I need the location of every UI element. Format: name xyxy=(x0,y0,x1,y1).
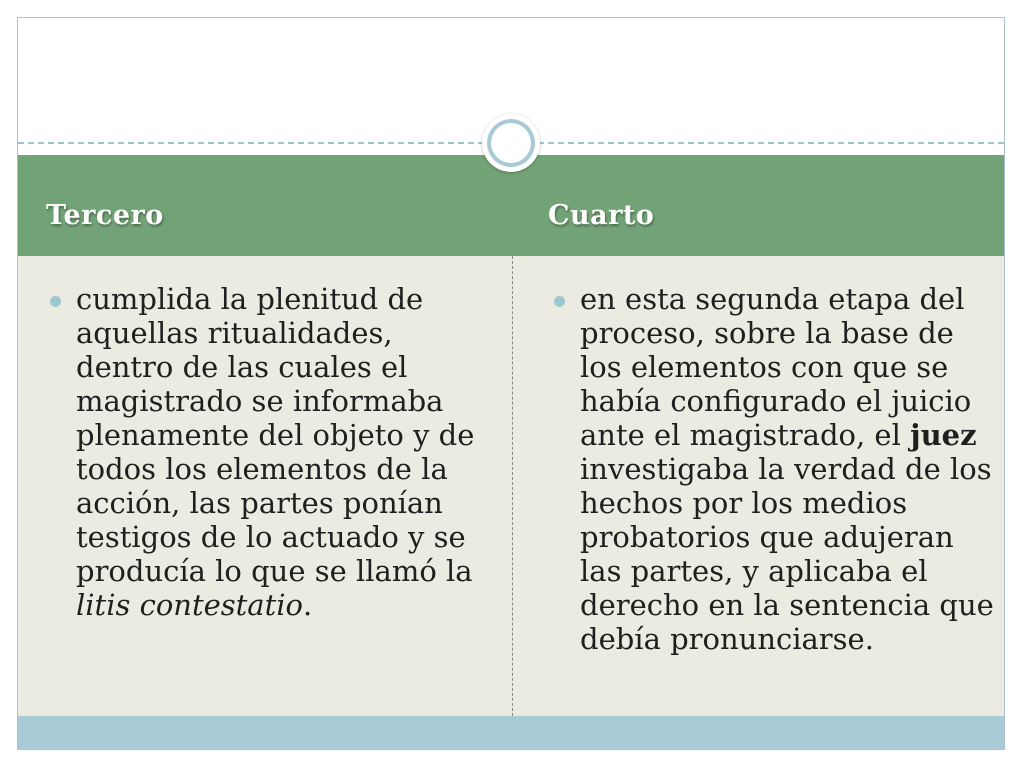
table-body-row xyxy=(18,256,1004,716)
slide xyxy=(17,17,1005,750)
table-footer-band xyxy=(18,716,1004,750)
cell-tercero-end: . xyxy=(303,588,313,622)
cell-cuarto-bold: juez xyxy=(910,418,977,452)
cell-tercero-text: cumplida la plenitud de aquellas ritualidades, dentro de las cuales el magistrado se informaba plenamente del objeto y de todos los elementos de la acción, las partes ponían testigos de lo actuado y se producía lo que se llamó la xyxy=(76,282,475,588)
bullet-icon xyxy=(554,296,565,307)
cell-cuarto xyxy=(580,282,1000,656)
column-divider xyxy=(512,256,513,716)
column-header-tercero: Tercero xyxy=(46,200,164,231)
circle-ornament-icon xyxy=(482,114,540,172)
cell-tercero xyxy=(76,282,496,622)
cell-tercero-emphasis: litis contestatio xyxy=(76,588,303,622)
column-header-cuarto: Cuarto xyxy=(548,200,655,231)
bullet-icon xyxy=(50,296,61,307)
cell-cuarto-text: en esta segunda etapa del proceso, sobre la base de los elementos con que se había configurado el juicio ante el magistrado, el xyxy=(580,282,972,452)
cell-cuarto-end: investigaba la verdad de los hechos por los medios probatorios que adujeran las partes, y aplicaba el derecho en la sentencia que debía pronunciarse. xyxy=(580,452,994,656)
